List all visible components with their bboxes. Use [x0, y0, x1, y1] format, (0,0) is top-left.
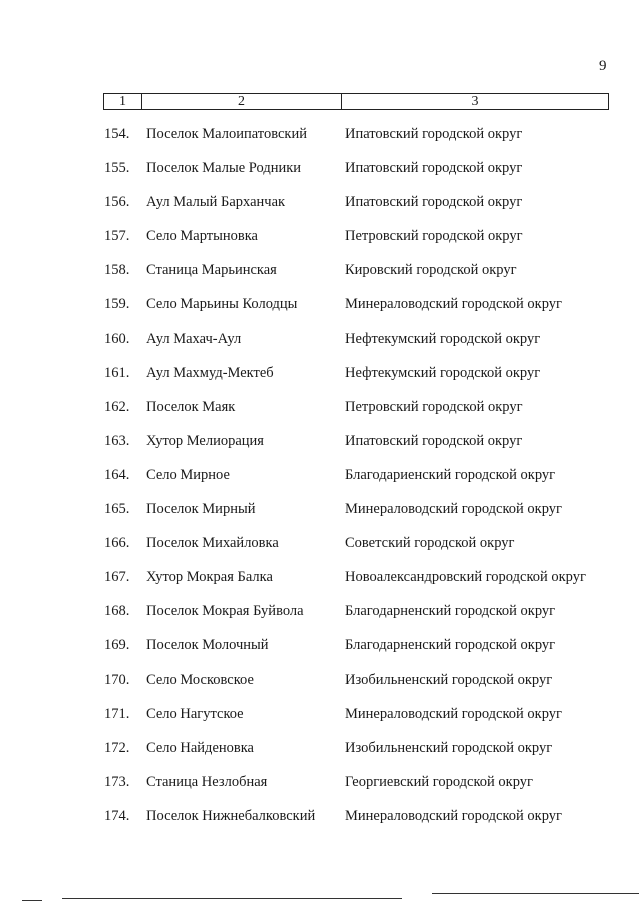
row-number: 158.: [104, 262, 130, 279]
settlement-name: Хутор Мелиорация: [146, 432, 264, 449]
district-name: Новоалександровский городской округ: [345, 569, 586, 586]
table-header: [103, 93, 609, 110]
settlement-name: Село Мартыновка: [146, 228, 258, 245]
table-row: [0, 192, 639, 226]
settlement-name: Хутор Мокрая Балка: [146, 569, 273, 586]
row-number: 166.: [104, 535, 130, 552]
settlement-name: Село Найденовка: [146, 739, 254, 756]
row-number: 167.: [104, 569, 130, 586]
row-number: 154.: [104, 126, 130, 142]
settlement-name: Поселок Михайловка: [146, 535, 279, 552]
row-number: 162.: [104, 398, 130, 415]
settlement-name: Поселок Молочный: [146, 637, 269, 654]
row-number: 155.: [104, 160, 130, 177]
district-name: Ипатовский городской округ: [345, 432, 523, 449]
district-name: Изобильненский городской округ: [345, 739, 553, 756]
district-name: Ипатовский городской округ: [345, 194, 523, 211]
district-name: Изобильненский городской округ: [345, 671, 553, 688]
row-number: 159.: [104, 296, 130, 313]
footer-line-middle: [62, 898, 402, 899]
row-number: 168.: [104, 603, 130, 620]
district-name: Нефтекумский городской округ: [345, 330, 541, 347]
row-number: 161.: [104, 364, 130, 381]
table-row: [0, 601, 639, 635]
row-number: 171.: [104, 705, 130, 722]
settlement-name: Село Нагутское: [146, 705, 244, 722]
row-number: 160.: [104, 330, 130, 347]
district-name: Минераловодский городской округ: [345, 705, 562, 722]
table-row: [0, 260, 639, 294]
settlement-name: Аул Махач-Аул: [146, 330, 242, 347]
table-row: [0, 635, 639, 669]
header-col-3: 3: [471, 93, 479, 109]
table-row: [0, 294, 639, 328]
header-col-2: 2: [142, 94, 342, 109]
district-name: Благодариенский городской округ: [345, 466, 556, 483]
settlement-name: Поселок Нижнебалковский: [146, 807, 316, 824]
settlement-name: Станица Незлобная: [146, 773, 268, 790]
table-row: [0, 124, 639, 158]
table-row: [0, 670, 639, 704]
settlement-name: Поселок Маяк: [146, 398, 236, 415]
district-name: Петровский городской округ: [345, 398, 523, 415]
row-number: 164.: [104, 466, 130, 483]
footer-line-right: [432, 893, 639, 894]
settlement-name: Поселок Малоипатовский: [146, 126, 307, 142]
settlement-name: Село Мирное: [146, 466, 230, 483]
table-row: [0, 363, 639, 397]
footer-line-left: [22, 900, 42, 901]
row-number: 165.: [104, 501, 130, 518]
settlement-name: Аул Махмуд-Мектеб: [146, 364, 274, 381]
table-row: [0, 567, 639, 601]
district-name: Благодарненский городской округ: [345, 603, 556, 620]
district-name: Петровский городской округ: [345, 228, 523, 245]
table-row: [0, 465, 639, 499]
settlement-name: Поселок Мирный: [146, 501, 256, 518]
row-number: 157.: [104, 228, 130, 245]
district-name: Ипатовский городской округ: [345, 160, 523, 177]
district-name: Ипатовский городской округ: [345, 126, 523, 142]
district-name: Кировский городской округ: [345, 262, 517, 279]
row-number: 174.: [104, 807, 130, 824]
settlement-name: Аул Малый Барханчак: [146, 194, 286, 211]
header-col-1: 1: [104, 94, 142, 109]
row-number: 169.: [104, 637, 130, 654]
settlement-name: Село Марьины Колодцы: [146, 296, 298, 313]
table-row: [0, 806, 639, 840]
row-number: 172.: [104, 739, 130, 756]
table-row: [0, 329, 639, 363]
settlement-name: Поселок Малые Родники: [146, 160, 302, 177]
settlement-name: Станица Марьинская: [146, 262, 277, 279]
table-row: [0, 397, 639, 431]
district-name: Нефтекумский городской округ: [345, 364, 541, 381]
district-name: Минераловодский городской округ: [345, 501, 562, 518]
district-name: Минераловодский городской округ: [345, 807, 562, 824]
settlement-name: Село Московское: [146, 671, 254, 688]
table-row: [0, 738, 639, 772]
table-row: [0, 158, 639, 192]
page-number: 9: [599, 58, 607, 74]
table-row: [0, 704, 639, 738]
table-row: [0, 226, 639, 260]
settlement-name: Поселок Мокрая Буйвола: [146, 603, 304, 620]
row-number: 163.: [104, 432, 130, 449]
table-row: [0, 772, 639, 806]
district-name: Советский городской округ: [345, 535, 515, 552]
district-name: Благодарненский городской округ: [345, 637, 556, 654]
row-number: 173.: [104, 773, 130, 790]
table-row: [0, 533, 639, 567]
district-name: Минераловодский городской округ: [345, 296, 562, 313]
table-row: [0, 499, 639, 533]
row-number: 156.: [104, 194, 130, 211]
district-name: Георгиевский городской округ: [345, 773, 533, 790]
row-number: 170.: [104, 671, 130, 688]
settlement-list: [0, 124, 639, 840]
table-row: [0, 431, 639, 465]
